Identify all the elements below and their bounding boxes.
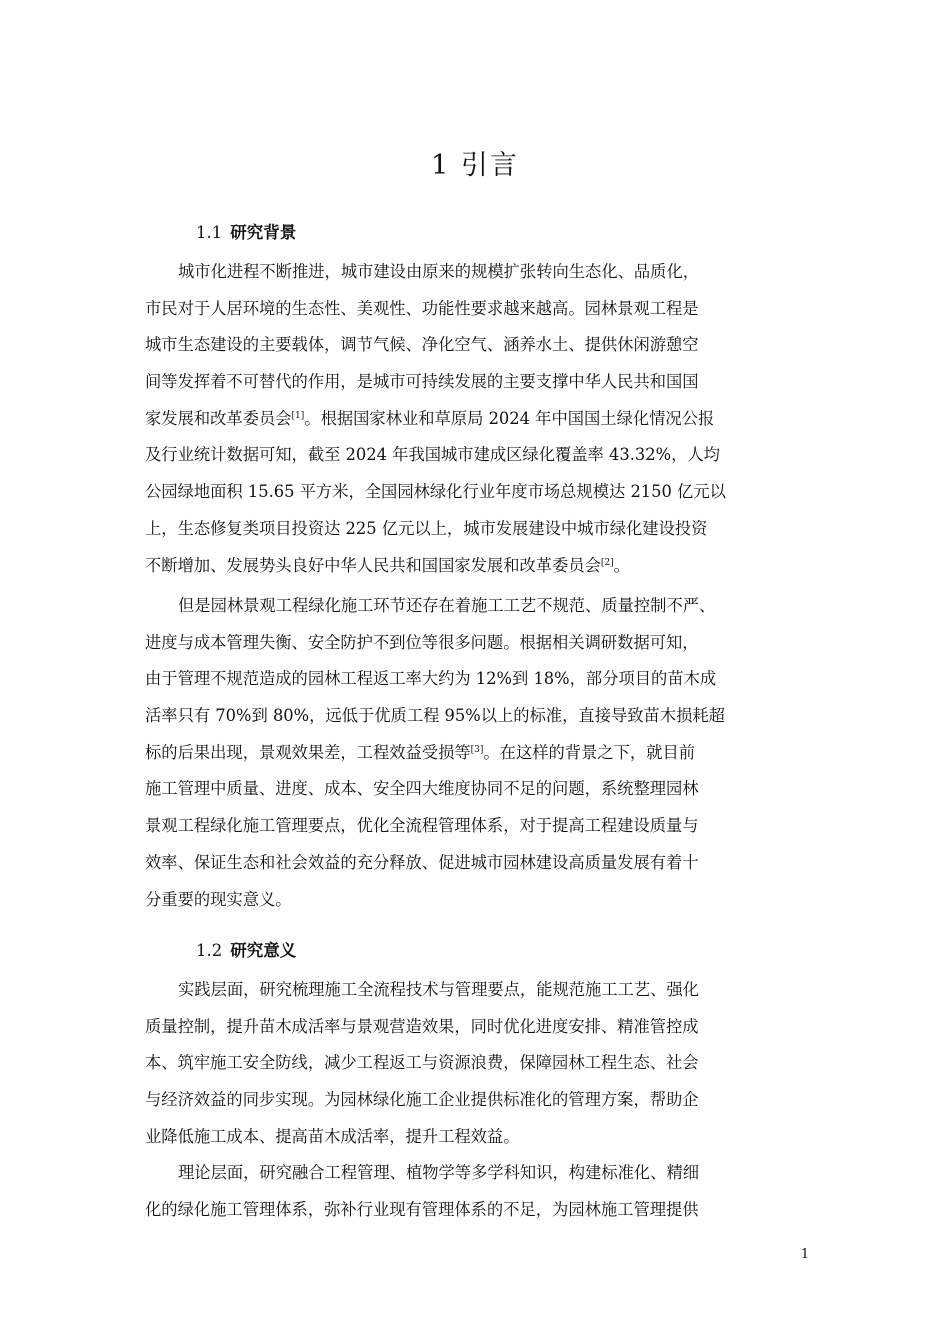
paragraph-line: 与经济效益的同步实现。为园林绿化施工企业提供标准化的管理方案，帮助企 [145,1090,699,1110]
paragraph-line: 市民对于人居环境的生态性、美观性、功能性要求越来越高。园林景观工程是 [145,298,699,318]
paragraph-line: 上，生态修复类项目投资达 225 亿元以上，城市发展建设中城市绿化建设投资 [145,518,708,538]
paragraph-line: 城市化进程不断推进，城市建设由原来的规模扩张转向生态化、品质化， [178,262,700,281]
paragraph-line: 但是园林景观工程绿化施工环节还存在着施工工艺不规范、质量控制不严、 [178,596,716,615]
paragraph-line: 间等发挥着不可替代的作用，是城市可持续发展的主要支撑中华人民共和国国 [145,372,699,392]
paragraph-line [145,401,807,438]
paragraph-line: 活率只有 70%到 80%，远低于优质工程 95%以上的标准，直接导致苗木损耗超 [145,706,725,726]
paragraph-line: 理论层面，研究融合工程管理、植物学等多学科知识，构建标准化、精细 [178,1163,700,1182]
section-title: 研究背景 [230,223,297,242]
line-text: 标的后果出现，景观效果差，工程效益受损等 [145,742,471,762]
paragraph-line: 质量控制，提升苗木成活率与景观营造效果，同时优化进度安排、精准管控成 [145,1016,699,1036]
paragraph-line [145,735,807,772]
section-number: 1.1 [196,223,223,242]
paragraph-line: 施工管理中质量、进度、成本、安全四大维度协同不足的问题，系统整理园林 [145,779,699,799]
paragraph-line: 分重要的现实意义。 [145,889,292,909]
paragraph-line: 进度与成本管理失衡、安全防护不到位等很多问题。根据相关调研数据可知， [145,632,699,652]
paragraph-significance-2 [145,1155,807,1228]
paragraph-significance-1 [145,972,807,1155]
line-text: 不断增加、发展势头良好中华人民共和国国家发展和改革委员会 [145,555,601,575]
paragraph-background-2 [145,588,807,918]
line-text: 。在这样的背景之下，就目前 [483,742,696,762]
citation-ref: [3] [470,744,484,755]
line-text: 。根据国家林业和草原局 2024 年中国国土绿化情况公报 [304,408,715,428]
paragraph-background-1 [145,254,807,584]
paragraph-line: 城市生态建设的主要载体，调节气候、净化空气、涵养水土、提供休闲游憩空 [145,335,699,355]
page-number: 1 [800,1247,810,1262]
section-heading-1-2 [196,939,296,963]
paragraph-line: 由于管理不规范造成的园林工程返工率大约为 12%到 18%，部分项目的苗木成 [145,669,717,689]
chapter-title: 1 引言 [431,150,519,181]
paragraph-line: 及行业统计数据可知，截至 2024 年我国城市建成区绿化覆盖率 43.32%，人均 [145,445,720,465]
section-heading-1-1 [196,221,296,245]
paragraph-line [145,548,807,585]
line-text: 家发展和改革委员会 [145,408,292,428]
paragraph-line: 本、筑牢施工安全防线，减少工程返工与资源浪费，保障园林工程生态、社会 [145,1053,699,1073]
citation-ref: [2] [600,557,614,568]
paragraph-line: 业降低施工成本、提高苗木成活率，提升工程效益。 [145,1126,520,1146]
paragraph-line: 实践层面，研究梳理施工全流程技术与管理要点，能规范施工工艺、强化 [178,980,700,999]
section-title: 研究意义 [230,941,297,960]
paragraph-line: 化的绿化施工管理体系，弥补行业现有管理体系的不足，为园林施工管理提供 [145,1199,699,1219]
line-text: 。 [613,555,630,575]
citation-ref: [1] [291,410,305,421]
paragraph-line: 效率、保证生态和社会效益的充分释放、促进城市园林建设高质量发展有着十 [145,852,699,872]
paragraph-line: 景观工程绿化施工管理要点，优化全流程管理体系，对于提高工程建设质量与 [145,816,699,836]
paragraph-line: 公园绿地面积 15.65 平方米，全国园林绿化行业年度市场总规模达 2150 亿元以 [145,482,726,502]
section-number: 1.2 [196,941,223,960]
